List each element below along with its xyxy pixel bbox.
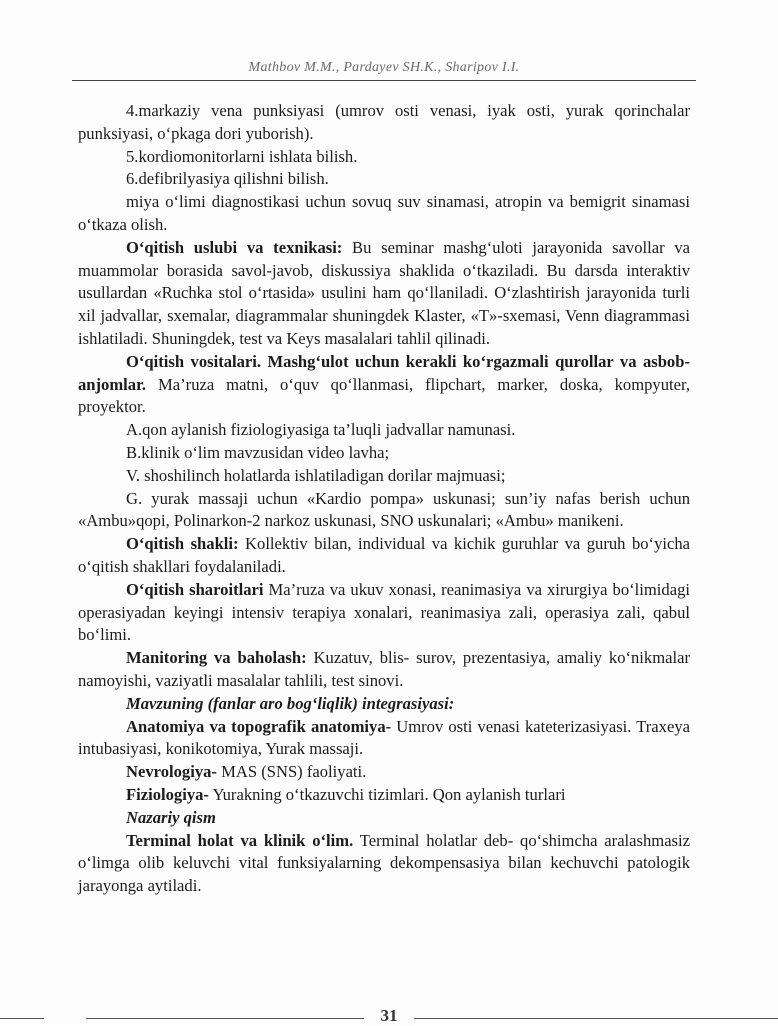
monitoring-label: Manitoring va baholash: [126, 648, 307, 668]
footer-rule-right [86, 1018, 778, 1019]
physiology-label: Fiziologiya- [126, 784, 209, 804]
tool-item-g: G. yurak massaji uchun «Kardio pompa» uskunasi; sun’iy nafas berish uchun «Ambu»qopi, Polinarkon-2 narkoz uskunasi, SNO uskunalari; «Ambu» manikeni. [78, 488, 690, 531]
anatomy-label: Anatomiya va topografik anatomiya- [126, 716, 392, 736]
terminal-state-label: Terminal holat va klinik o‘lim. [126, 830, 354, 850]
terminal-state-paragraph [78, 830, 690, 898]
teaching-method-text: Bu seminar mashg‘uloti jarayonida savollar va muammolar borasida savol-javob, diskussiya shaklida o‘tkaziladi. Bu darsda interaktiv usullardan «Ruchka stol o‘rtasida» usulini ham qo‘llaniladi. O‘zlashtirish jarayonida turli xil jadvallar, sxemalar, diagrammalar shuningdek Klaster, «T»-sxemasi, Venn diagrammasi ishlatiladi. Shuningdek, test va Keys masalalari tahlil qilinadi. [78, 237, 690, 348]
teaching-form-label: O‘qitish shakli: [126, 534, 239, 554]
procedure-item-4: 4.markaziy vena punksiyasi (umrov osti venasi, iyak osti, yurak qorinchalar punksiyasi, o‘pkaga dori yuborish). [78, 101, 690, 143]
page-body [78, 100, 690, 898]
neurology-label: Nevrologiya- [126, 762, 217, 782]
teaching-method-label: O‘qitish uslubi va texnikasi: [126, 237, 343, 257]
running-header: Mathbov M.M., Pardayev SH.K., Sharipov I.I. [248, 60, 520, 75]
monitoring-paragraph [78, 647, 690, 693]
teaching-form-text: Kollektiv bilan, individual va kichik guruhlar va guruh bo‘yicha o‘qitish shakllari foydalaniladi. [78, 534, 691, 576]
teaching-tools-label: O‘qitish vositalari. Mashg‘ulot uchun kerakli ko‘rgazmali qurollar va asbob-anjomlar. [78, 351, 690, 394]
tool-item-v: V. shoshilinch holatlarda ishlatiladigan dorilar majmuasi; [126, 465, 506, 485]
neurology-text: MAS (SNS) faoliyati. [216, 762, 367, 782]
terminal-state-text: Terminal holatlar deb- qo‘shimcha aralashmasiz o‘limga olib keluvchi vital funksiyalarning dekompensasiya bilan kechuvchi patologik jarayonga aytiladi. [78, 830, 690, 896]
header-divider [72, 80, 696, 81]
procedure-item-6: 6.defibrilyasiya qilishni bilish. [126, 169, 329, 189]
physiology-text: Yurakning o‘tkazuvchi tizimlari. Qon aylanish turlari [208, 784, 566, 804]
teaching-conditions-label: O‘qitish sharoitlari [126, 579, 264, 599]
anatomy-text: Umrov osti venasi kateterizasiyasi. Traxeya intubasiyasi, konikotomiya, Yurak massaji. [78, 716, 690, 759]
physiology-paragraph [78, 784, 690, 807]
theory-section-title: Nazariy qism [126, 807, 216, 827]
page-number: 31 [364, 1006, 414, 1026]
anatomy-paragraph [78, 716, 690, 762]
integration-title: Mavzuning (fanlar aro bog‘liqlik) integrasiyasi: [126, 693, 455, 713]
neurology-paragraph [78, 761, 690, 784]
teaching-form-paragraph [78, 533, 690, 579]
teaching-tools-text: Ma’ruza matni, o‘quv qo‘llanmasi, flipchart, marker, doska, kompyuter, proyektor. [78, 374, 690, 417]
tool-item-b: B.klinik o‘lim mavzusidan video lavha; [126, 442, 390, 462]
teaching-method-paragraph [78, 237, 690, 351]
teaching-conditions-text: Ma’ruza va ukuv xonasi, reanimasiya va xirurgiya bo‘limidagi operasiyadan keyingi intensiv terapiya xonalari, reanimasiya zali, operasiya zali, qabul bo‘limi. [78, 579, 690, 645]
teaching-conditions-paragraph [78, 579, 690, 647]
monitoring-text: Kuzatuv, blis- surov, prezentasiya, amaliy ko‘nikmalar namoyishi, vaziyatli masalalar tahlili, test sinovi. [78, 648, 690, 690]
tool-item-a: A.qon aylanish fiziologiyasiga ta’luqli jadvallar namunasi. [126, 420, 516, 440]
brain-death-test-paragraph: miya o‘limi diagnostikasi uchun sovuq suv sinamasi, atropin va bemigrit sinamasi o‘tkaza olish. [78, 192, 690, 234]
procedure-item-5: 5.kordiomonitorlarni ishlata bilish. [126, 146, 358, 166]
footer-rule-left [0, 1018, 44, 1019]
teaching-tools-paragraph [78, 351, 690, 419]
